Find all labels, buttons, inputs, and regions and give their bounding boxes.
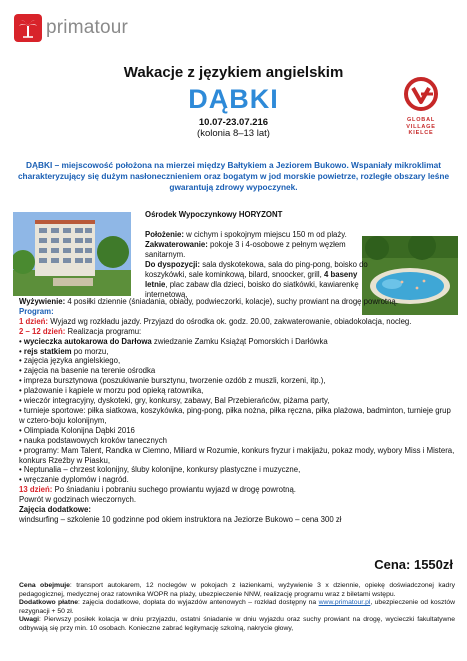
days-2-12-text: Realizacja programu: [65, 326, 142, 336]
facilities-highlight: 4 baseny letnie [145, 270, 358, 289]
day-1-text: Wyjazd wg rozkładu jazdy. Przyjazd do ośrodka ok. godz. 20.00, zakwaterowanie, obiadokolacja, nocleg. [48, 316, 412, 326]
facilities-text-1: sala dyskotekowa, sala do ping-pong, boisko do koszykówki, sale kominkową, bilard, snoocker, grill, [145, 260, 368, 279]
resort-building-photo [13, 212, 131, 296]
day-1 [19, 317, 455, 327]
bullet-icon: • [19, 445, 24, 455]
location-label: Położenie: [145, 230, 184, 239]
page-title: Wakacje z językiem angielskim [123, 64, 344, 81]
program-section [19, 297, 455, 525]
trip-dates: 10.07-23.07.216 [198, 117, 269, 128]
days-2-12-label: 2 – 12 dzień: [19, 326, 66, 336]
program-item [19, 356, 455, 366]
program-item-text: zajęcia na basenie na terenie ośrodka [23, 366, 156, 376]
program-item [19, 366, 455, 376]
program-item [19, 475, 455, 485]
notes-text: : Pierwszy posiłek kolacja w dniu przyjazdu, ostatni śniadanie w dniu wyjazdu oraz suchy prowiant na drogę, wycieczki fakultatywne odbywają się przy min. 10 osobach. Konieczne zabrać legitymację szkolną, nakrycie głowy, [19, 616, 455, 632]
bullet-icon: • [19, 376, 24, 386]
extra-heading [19, 505, 455, 515]
program-item-text: turnieje sportowe: piłka siatkowa, koszykówka, ping-pong, piłka nożna, piłka ręczna, piłka plażowa, badminton, turnieje grup w cztero-boju kolonijnym, [19, 405, 451, 425]
accommodation-text: pokoje 3 i 4-osobowe z pełnym węzłem sanitarnym. [145, 240, 346, 259]
extra-paid-label: Dodatkowo płatne [19, 599, 79, 607]
program-item-text: Neptunalia – chrzest kolonijny, śluby kolonijne, konkursy plastyczne i muzyczne, [23, 465, 301, 475]
day-13-label: 13 dzień: [19, 485, 53, 495]
location-text: w cichym i spokojnym miejscu 150 m od plaży. [184, 230, 347, 239]
bullet-icon: • [19, 396, 24, 406]
extra-heading-text: Zajęcia dodatkowe: [19, 505, 91, 515]
program-item [19, 436, 455, 446]
meals-text: 4 posiłki dziennie (śniadania, obiady, podwieczorki, kolacje), suchy prowiant na drogę powrotną. [65, 297, 398, 306]
program-heading: Program: [19, 306, 54, 316]
hotel-location [145, 230, 375, 240]
global-village-text-3: KIELCE [408, 130, 434, 136]
meals-label: Wyżywienie: [19, 297, 66, 306]
intro-text: DĄBKI – miejscowość położona na mierzei między Bałtykiem a Jeziorem Bukowo. Wspaniały mikroklimat charakteryzujący się dużym nasłonecznieniem oraz bogatym w jod morskie powietrze, rozległe obszary leśne gwarantują zdrowy wypoczynek. [17, 160, 450, 192]
day-13-text: Po śniadaniu i pobraniu suchego prowiantu wyjazd w drogę powrotną. [52, 485, 296, 495]
includes-label: Cena obejmuje [19, 582, 70, 589]
palm-tree-icon [14, 14, 42, 42]
notes [19, 616, 455, 633]
extra-activity: windsurfing – szkolenie 10 godzinne pod okiem instruktora na Jeziorze Bukowo – cena 300 zł [19, 514, 342, 524]
bullet-icon: • [19, 386, 24, 396]
hotel-info [145, 210, 375, 300]
program-item [19, 426, 455, 436]
program-item [19, 337, 455, 347]
bullet-icon: • [19, 336, 24, 346]
program-item-text: wręczanie dyplomów i nagród. [23, 475, 129, 485]
accommodation-label: Zakwaterowanie: [145, 240, 208, 249]
hotel-name: Ośrodek Wypoczynkowy HORYZONT [145, 210, 283, 219]
program-item-highlight: rejs statkiem [23, 346, 72, 356]
return-info: Powrót w godzinach wieczornych. [19, 495, 137, 505]
bullet-icon: • [19, 366, 24, 376]
meals [19, 297, 455, 307]
day-13 [19, 485, 455, 495]
bullet-icon: • [19, 356, 24, 366]
price: Cena: 1550zł [374, 557, 453, 572]
bullet-icon: • [19, 425, 24, 435]
footer-terms [19, 582, 455, 634]
extra-paid-text: : zajęcia dodatkowe, dopłata do wyjazdów antenowych – rozkład dostępny na [78, 599, 319, 607]
price-includes [19, 582, 455, 599]
program-item-text: Olimpiada Kolonijna Dąbki 2016 [23, 425, 135, 435]
bullet-icon: • [19, 475, 24, 485]
notes-label: Uwagi [19, 616, 40, 624]
extra-paid-text-2: , ubezpieczenie od kosztów rezygnacji + 50 zł. [19, 599, 456, 615]
program-item [19, 465, 455, 475]
day-1-label: 1 dzień: [19, 316, 49, 326]
primatour-logo [14, 14, 128, 42]
bullet-icon: • [19, 435, 24, 445]
age-range: (kolonia 8–13 lat) [197, 128, 270, 139]
facilities-text-2: , plac zabaw dla dzieci, boisko do siatkówki, kawiarenkę internetową, [145, 280, 359, 299]
program-item-text: zwiedzanie Zamku Książąt Pomorskich i Darłówka [151, 336, 328, 346]
program-item [19, 347, 455, 357]
hotel-facilities [145, 260, 375, 300]
brand-name: primatour [46, 17, 129, 38]
place-name: DĄBKI [188, 84, 279, 114]
program-item-text: wieczór integracyjny, dyskoteki, gry, konkursy, zabawy, Bal Przebierańców, piżama party, [23, 396, 330, 406]
program-list [19, 337, 455, 486]
program-item-highlight: wycieczka autokarowa do Darłowa [23, 336, 152, 346]
bullet-icon: • [19, 465, 24, 475]
bullet-icon: • [19, 405, 24, 415]
program-item [19, 386, 455, 396]
facilities-label: Do dyspozycji: [145, 260, 201, 269]
program-item [19, 396, 455, 406]
program-item [19, 376, 455, 386]
program-item [19, 446, 455, 466]
program-item-text: po morzu, [71, 346, 109, 356]
program-item-text: plażowanie i kąpiele w morzu pod opieką ratownika, [23, 386, 204, 396]
bullet-icon: • [19, 346, 24, 356]
program-item [19, 406, 455, 426]
global-village-text-2: VILLAGE [406, 123, 436, 130]
program-item-text: impreza bursztynowa (poszukiwanie bursztynu, tworzenie ozdób z muszli, korzeni, itp.), [23, 376, 326, 386]
global-village-text-1: GLOBAL [406, 117, 436, 123]
primatour-link[interactable]: www.primatour.pl [318, 599, 371, 607]
days-2-12 [19, 327, 455, 337]
program-item-text: nauka podstawowych kroków tanecznych [23, 435, 167, 445]
hotel-accommodation [145, 240, 375, 260]
program-item-text: programy: Mam Talent, Randka w Ciemno, Miliard w Rozumie, konkurs fryzur i makijażu, pokaz mody, wybory Miss i Mistera, konkurs Rzeźby w Piasku, [19, 445, 455, 465]
extra-paid [19, 599, 455, 616]
includes-text: : transport autokarem, 12 noclegów w pokojach z łazienkami, wyżywienie 3 x dziennie, opiekę doświadczonej kadry pedagogicznej, medycznej oraz ratownika WOPR na plaży, ubezpieczenie NNW, realizację programu wraz z biletami wstępu. [19, 582, 455, 598]
program-item-text: zajęcia języka angielskiego, [23, 356, 121, 366]
